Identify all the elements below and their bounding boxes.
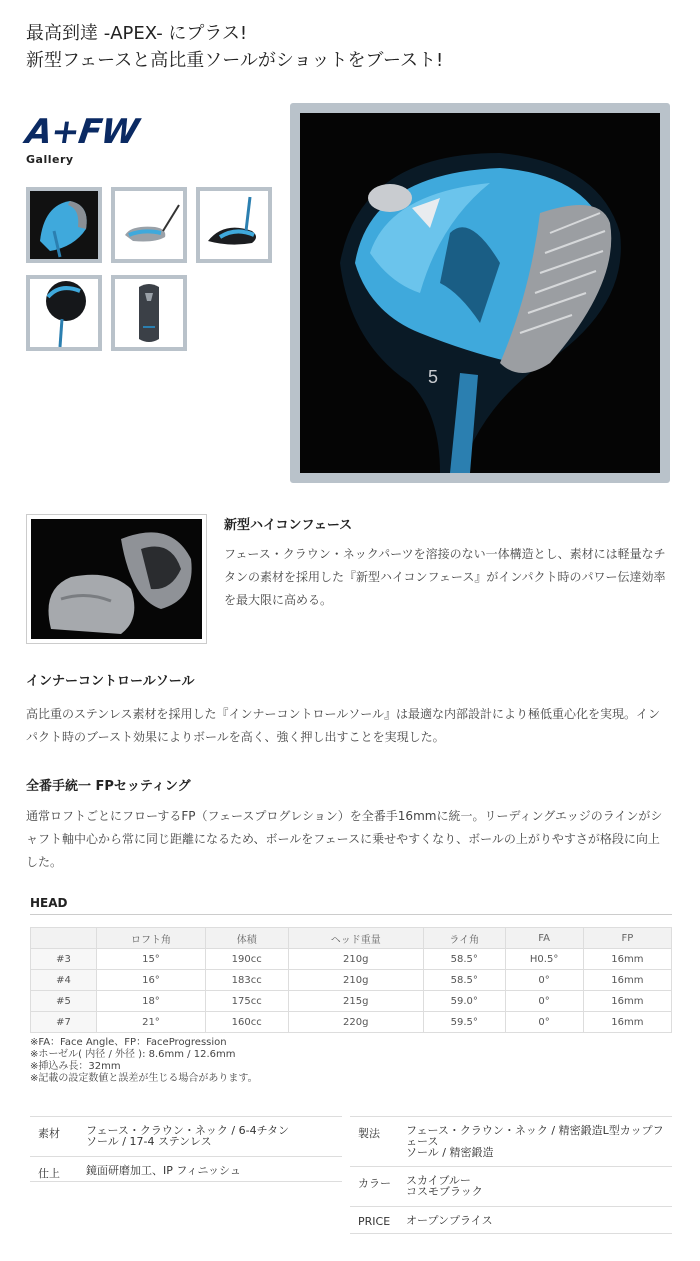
spec-row-finish	[30, 1156, 342, 1182]
section-body-sole: 高比重のステンレス素材を採用した『インナーコントロールソール』は最適な内部設計により極低重心化を実現。インパクト時のブースト効果によりボールを高く、強く押し出すことを実現した。	[26, 707, 661, 744]
note-line: ※FA：Face Angle、FP：FaceProgression	[30, 1037, 227, 1048]
table-cell: 18°	[97, 991, 206, 1012]
table-cell: 215g	[288, 991, 423, 1012]
product-logo: A+FW	[23, 112, 141, 152]
table-cell: H0.5°	[505, 949, 583, 970]
table-row	[31, 1012, 672, 1033]
table-cell: 58.5°	[423, 970, 505, 991]
column-header: 体積	[205, 928, 288, 949]
headcover-thumbnail	[115, 279, 183, 347]
section-body-fp: 通常ロフトごとにフローするFP（フェースプログレション）を全番手16mmに統一。リーディングエッジのラインがシャフト軸中心から常に同じ距離になるため、ボールをフェースに乗せやすくなり、ボールの上がりやすさが格段に向上した。	[26, 809, 663, 869]
section-heading-sole: インナーコントロールソール	[26, 674, 195, 689]
gallery-label: Gallery	[26, 153, 74, 166]
table-cell: 210g	[288, 970, 423, 991]
note-line: ※ホーゼル( 内径 / 外径 ): 8.6mm / 12.6mm	[30, 1049, 236, 1060]
club-sole-thumbnail	[115, 191, 183, 259]
spec-key: PRICE	[358, 1215, 391, 1228]
column-header: ライ角	[423, 928, 505, 949]
column-header: FP	[583, 928, 671, 949]
section-heading-fp: 全番手統一 FPセッティング	[26, 779, 191, 794]
section-body-face: フェース・クラウン・ネックパーツを溶接のない一体構造とし、素材には軽量なチタンの素材を採用した『新型ハイコンフェース』がインパクト時のパワー伝達効率を最大限に高める。	[224, 547, 666, 607]
table-cell: 190cc	[205, 949, 288, 970]
gallery-thumb-2[interactable]	[111, 187, 187, 263]
club-top-thumbnail	[30, 279, 98, 347]
svg-text:5: 5	[428, 367, 439, 387]
spec-value: オープンプライス	[406, 1214, 493, 1227]
specs-right-column	[350, 1116, 672, 1234]
spec-value: フェース・クラウン・ネック / 6-4チタン ソール / 17-4 ステンレス	[86, 1124, 290, 1148]
title-line-2: 新型フェースと高比重ソールがショットをブースト!	[26, 50, 444, 71]
spec-key: 素材	[38, 1127, 60, 1140]
table-cell: 16mm	[583, 970, 671, 991]
table-cell: 16mm	[583, 949, 671, 970]
spec-key: カラー	[358, 1177, 391, 1190]
table-cell: 160cc	[205, 1012, 288, 1033]
table-cell: #3	[31, 949, 97, 970]
spec-value: 鏡面研磨加工、IP フィニッシュ	[86, 1164, 241, 1177]
table-cell: 175cc	[205, 991, 288, 1012]
table-notes	[30, 1037, 258, 1085]
table-cell: 0°	[505, 1012, 583, 1033]
table-cell: 59.0°	[423, 991, 505, 1012]
face-parts-illustration	[31, 519, 202, 639]
section-heading-face: 新型ハイコンフェース	[224, 518, 353, 533]
table-cell: #5	[31, 991, 97, 1012]
spec-key: 製法	[358, 1127, 380, 1140]
table-cell: 58.5°	[423, 949, 505, 970]
table-cell: 220g	[288, 1012, 423, 1033]
divider	[30, 914, 672, 915]
gallery-thumb-3[interactable]	[196, 187, 272, 263]
gallery-thumb-1[interactable]	[26, 187, 102, 263]
table-cell: 183cc	[205, 970, 288, 991]
column-header	[31, 928, 97, 949]
note-line: ※記載の設定数値と誤差が生じる場合があります。	[30, 1073, 258, 1084]
table-cell: 16mm	[583, 991, 671, 1012]
table-cell: 16°	[97, 970, 206, 991]
table-cell: 0°	[505, 991, 583, 1012]
head-table-title: HEAD	[30, 896, 68, 910]
table-header-row	[31, 928, 672, 949]
face-parts-image	[26, 514, 207, 644]
table-row	[31, 991, 672, 1012]
spec-row-method	[350, 1116, 672, 1166]
table-cell: 59.5°	[423, 1012, 505, 1033]
table-cell: 21°	[97, 1012, 206, 1033]
table-row	[31, 970, 672, 991]
spec-value: スカイブルー コスモブラック	[406, 1174, 483, 1198]
table-cell: 210g	[288, 949, 423, 970]
column-header: FA	[505, 928, 583, 949]
spec-key: 仕上	[38, 1167, 60, 1180]
page-title	[26, 20, 443, 74]
table-cell: 0°	[505, 970, 583, 991]
column-header: ヘッド重量	[288, 928, 423, 949]
table-cell: 15°	[97, 949, 206, 970]
main-product-image	[290, 103, 670, 483]
spec-row-color	[350, 1166, 672, 1206]
gallery-thumb-5[interactable]	[111, 275, 187, 351]
spec-row-material	[30, 1116, 342, 1156]
table-cell: #4	[31, 970, 97, 991]
club-heel-thumbnail	[200, 191, 268, 259]
specs-left-column	[30, 1116, 342, 1182]
table-cell: 16mm	[583, 1012, 671, 1033]
spec-row-price	[350, 1206, 672, 1234]
club-face-thumbnail	[30, 191, 98, 259]
club-head-illustration	[300, 113, 660, 473]
note-line: ※挿込み長：32mm	[30, 1061, 121, 1072]
spec-value: フェース・クラウン・ネック / 精密鍛造L型カップフェース ソール / 精密鍛造	[406, 1124, 664, 1159]
gallery-thumb-4[interactable]	[26, 275, 102, 351]
table-cell: #7	[31, 1012, 97, 1033]
table-row	[31, 949, 672, 970]
column-header: ロフト角	[97, 928, 206, 949]
title-line-1: 最高到達 -APEX- にプラス!	[26, 23, 248, 44]
head-spec-table	[30, 927, 672, 1033]
